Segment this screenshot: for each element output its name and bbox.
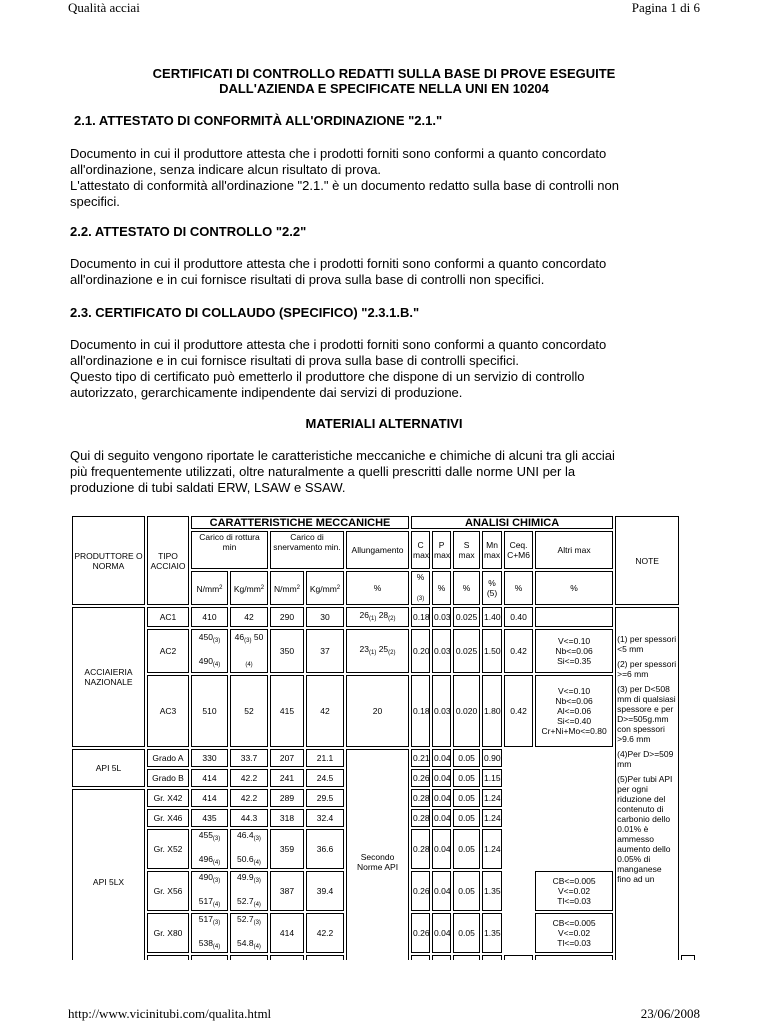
materials-table-container	[70, 514, 697, 960]
value-cell: 33.7	[230, 749, 268, 767]
value-cell: 1.35	[482, 913, 502, 953]
empty-cell	[504, 913, 533, 953]
empty-cell	[453, 955, 480, 960]
secondo-norme-api: Secondo Norme API	[346, 749, 409, 960]
type-cell: AC1	[147, 607, 189, 627]
unit-cell: %	[346, 571, 409, 605]
type-cell: Gr. X80	[147, 913, 189, 953]
value-cell: 44.3	[230, 809, 268, 827]
altri-cell: CB<=0.005 V<=0.02 Tl<=0.03	[535, 871, 613, 911]
empty-cell	[504, 955, 533, 960]
paragraph-2-2: Documento in cui il produttore attesta che i prodotti forniti sono conformi a quanto concordato all'ordinazione e in cui fornisce risultati di prova sulla base di controlli non specifici.	[70, 256, 607, 287]
type-cell: Gr. X42	[147, 789, 189, 807]
altri-cell: V<=0.10 Nb<=0.06 Si<=0.35	[535, 629, 613, 673]
value-cell: 410	[191, 607, 228, 627]
value-cell: 21.1	[306, 749, 344, 767]
value-cell: 0.05	[453, 809, 480, 827]
value-cell: 0.26	[411, 871, 430, 911]
empty-cell	[504, 871, 533, 911]
group-chem: ANALISI CHIMICA	[411, 516, 613, 529]
value-cell: 1.24	[482, 789, 502, 807]
value-cell: 1.24	[482, 809, 502, 827]
value-cell: 359	[270, 829, 304, 869]
col-snerv: Carico di snervamento min.	[270, 531, 344, 569]
type-cell: Gr. X52	[147, 829, 189, 869]
value-cell	[535, 607, 613, 627]
heading-2-3: 2.3. CERTIFICATO DI COLLAUDO (SPECIFICO) "2.3.1.B."	[70, 305, 420, 320]
unit-cell: $Kg/mm^2$	[306, 571, 344, 605]
value-cell: 414	[191, 789, 228, 807]
value-cell: 0.20	[411, 629, 430, 673]
col-c: C max	[411, 531, 430, 569]
value-cell: 414	[270, 913, 304, 953]
value-cell: 0.05	[453, 871, 480, 911]
value-cell: 0.04	[432, 749, 451, 767]
value-cell: $455_{(3)}$ $496_{(4)}$	[191, 829, 228, 869]
value-cell: 32.4	[306, 809, 344, 827]
col-producer: PRODUTTORE O NORMA	[72, 516, 145, 605]
unit-cell: %	[504, 571, 533, 605]
value-cell: 350	[270, 629, 304, 673]
empty-cell	[535, 769, 613, 787]
value-cell: 435	[191, 809, 228, 827]
value-cell: 0.03	[432, 675, 451, 747]
empty-cell	[147, 955, 189, 960]
value-cell: 0.04	[432, 871, 451, 911]
value-cell: 39.4	[306, 871, 344, 911]
value-cell: 42.2	[306, 913, 344, 953]
value-cell: 0.28	[411, 809, 430, 827]
unit-cell: $N/mm^2$	[191, 571, 228, 605]
unit-cell: $Kg/mm^2$	[230, 571, 268, 605]
table-header-row	[72, 516, 695, 529]
value-cell: 0.020	[453, 675, 480, 747]
value-cell: 0.42	[504, 629, 533, 673]
empty-cell	[270, 955, 304, 960]
unit-cell: %	[453, 571, 480, 605]
value-cell: 1.35	[482, 871, 502, 911]
value-cell: 415	[270, 675, 304, 747]
empty-cell	[411, 955, 430, 960]
heading-materiali: MATERIALI ALTERNATIVI	[305, 416, 463, 431]
value-cell: 0.21	[411, 749, 430, 767]
materials-table	[70, 514, 697, 960]
empty-cell	[504, 789, 533, 807]
empty-cell	[535, 955, 613, 960]
value-cell: 0.28	[411, 789, 430, 807]
value-cell: 0.04	[432, 829, 451, 869]
page-header	[68, 0, 700, 20]
empty-cell	[535, 789, 613, 807]
value-cell: 0.05	[453, 789, 480, 807]
unit-cell: %	[432, 571, 451, 605]
col-mn: Mn max	[482, 531, 502, 569]
value-cell: 37	[306, 629, 344, 673]
empty-cell	[504, 829, 533, 869]
value-cell: $26_{(1)}$ $28_{(2)}$	[346, 607, 409, 627]
value-cell: 1.24	[482, 829, 502, 869]
value-cell: 241	[270, 769, 304, 787]
value-cell: 318	[270, 809, 304, 827]
page-footer	[68, 1006, 700, 1024]
table-row	[72, 629, 695, 673]
empty-cell	[230, 955, 268, 960]
empty-cell	[306, 955, 344, 960]
value-cell: 0.05	[453, 749, 480, 767]
paragraph-2-1: Documento in cui il produttore attesta che i prodotti forniti sono conformi a quanto concordato all'ordinazione, senza indicare alcun risultato di prova. L'attestato di conformità all'ordinazione "2.1." è un documento redatto sulla base di controlli non specifici.	[70, 146, 619, 209]
value-cell: 42	[306, 675, 344, 747]
value-cell: 510	[191, 675, 228, 747]
value-cell: $46.4_{(3)}$ $50.6_{(4)}$	[230, 829, 268, 869]
value-cell: 290	[270, 607, 304, 627]
value-cell: 42.2	[230, 769, 268, 787]
value-cell: 0.03	[432, 607, 451, 627]
value-cell: $450_{(3)}$ $490_{(4)}$	[191, 629, 228, 673]
empty-cell	[432, 955, 451, 960]
col-type: TIPO ACCIAIO	[147, 516, 189, 605]
value-cell: 0.025	[453, 607, 480, 627]
value-cell: $46_{(3)}$ 50 $_{(4)}$	[230, 629, 268, 673]
value-cell: 0.26	[411, 769, 430, 787]
empty-cell	[482, 955, 502, 960]
value-cell: 1.40	[482, 607, 502, 627]
value-cell: 1.80	[482, 675, 502, 747]
heading-2-1: 2.1. ATTESTATO DI CONFORMITÀ ALL'ORDINAZIONE "2.1."	[74, 113, 443, 128]
value-cell: 0.42	[504, 675, 533, 747]
value-cell: 30	[306, 607, 344, 627]
unit-cell: % (5)	[482, 571, 502, 605]
producer-api5l: API 5L	[72, 749, 145, 787]
col-rottura: Carico di rottura min	[191, 531, 268, 569]
type-cell: AC2	[147, 629, 189, 673]
value-cell: 0.04	[432, 809, 451, 827]
value-cell: 414	[191, 769, 228, 787]
value-cell: 0.03	[432, 629, 451, 673]
value-cell: $52.7_{(3)}$ $54.8_{(4)}$	[230, 913, 268, 953]
value-cell: 1.15	[482, 769, 502, 787]
value-cell: 20	[346, 675, 409, 747]
heading-2-2: 2.2. ATTESTATO DI CONTROLLO "2.2"	[70, 224, 307, 239]
value-cell: $49.9_{(3)}$ $52.7_{(4)}$	[230, 871, 268, 911]
empty-cell	[535, 749, 613, 767]
type-cell: Gr. X56	[147, 871, 189, 911]
value-cell: 0.18	[411, 675, 430, 747]
col-ceq: Ceq. C+M6	[504, 531, 533, 569]
value-cell: 0.28	[411, 829, 430, 869]
type-cell: AC3	[147, 675, 189, 747]
footer-url[interactable]: http://www.vicinitubi.com/qualita.html	[68, 1006, 272, 1021]
empty-cell	[504, 769, 533, 787]
unit-cell: %	[535, 571, 613, 605]
group-mech: CARATTERISTICHE MECCANICHE	[191, 516, 409, 529]
col-p: P max	[432, 531, 451, 569]
value-cell: 0.18	[411, 607, 430, 627]
col-note: NOTE	[615, 516, 679, 605]
value-cell: 36.6	[306, 829, 344, 869]
altri-cell: V<=0.10 Nb<=0.06 Al<=0.06 Si<=0.40 Cr+Ni+Mo<=0.80	[535, 675, 613, 747]
value-cell: 1.50	[482, 629, 502, 673]
value-cell: 24.5	[306, 769, 344, 787]
value-cell: 387	[270, 871, 304, 911]
unit-cell: % (3)	[411, 571, 430, 605]
table-row	[72, 675, 695, 747]
page-number: Pagina 1 di 6	[631, 0, 700, 15]
value-cell: 0.05	[453, 829, 480, 869]
empty-cell	[535, 809, 613, 827]
value-cell: $23_{(1)}$ $25_{(2)}$	[346, 629, 409, 673]
col-allung: Allungamento	[346, 531, 409, 569]
value-cell: 52	[230, 675, 268, 747]
value-cell: 42.2	[230, 789, 268, 807]
table-row	[72, 749, 695, 767]
value-cell: 0.04	[432, 789, 451, 807]
header-title: Qualità acciai	[68, 0, 140, 15]
empty-cell	[191, 955, 228, 960]
value-cell: 0.40	[504, 607, 533, 627]
paragraph-materiali: Qui di seguito vengono riportate le caratteristiche meccaniche e chimiche di alcuni tra gli acciai più frequentemente utilizzati, oltre naturalmente a quelli prescritti dalle norme UNI per la produzione di tubi saldati ERW, LSAW e SSAW.	[70, 448, 615, 495]
value-cell: 42	[230, 607, 268, 627]
paragraph-2-3: Documento in cui il produttore attesta che i prodotti forniti sono conformi a quanto concordato all'ordinazione e in cui fornisce risultati di prova sulla base di controlli specifici. Questo tipo di certificato può emetterlo il produttore che dispone di un servizio di controllo autorizzato, gerarchicamente indipendente dai servizi di produzione.	[70, 337, 607, 400]
value-cell: 0.05	[453, 769, 480, 787]
value-cell: 0.025	[453, 629, 480, 673]
value-cell: 0.26	[411, 913, 430, 953]
value-cell: $490_{(3)}$ $517_{(4)}$	[191, 871, 228, 911]
value-cell: 0.05	[453, 913, 480, 953]
producer-api5lx: API 5LX	[72, 789, 145, 960]
table-row	[72, 607, 695, 627]
type-cell: Grado A	[147, 749, 189, 767]
value-cell: 0.04	[432, 913, 451, 953]
empty-cell	[504, 809, 533, 827]
value-cell: 0.90	[482, 749, 502, 767]
empty-cell	[535, 829, 613, 869]
footer-date: 23/06/2008	[640, 1006, 700, 1021]
value-cell: 29.5	[306, 789, 344, 807]
col-s: S max	[453, 531, 480, 569]
producer-acciaieria: ACCIAIERIA NAZIONALE	[72, 607, 145, 747]
type-cell: Grado B	[147, 769, 189, 787]
empty-cell	[681, 955, 695, 960]
empty-cell	[504, 749, 533, 767]
col-altri: Altri max	[535, 531, 613, 569]
notes-cell: (1) per spessori <5 mm (2) per spessori >=6 mm (3) per D<508 mm di qualsiasi spessore e per D>=505g.mm con spessori >9.6 mm (4)Per D>=509 mm (5)Per tubi API per ogni riduzione del contenuto di carbonio dello 0.01% è ammesso aumento dello 0.05% di manganese fino ad un	[615, 607, 679, 960]
type-cell: Gr. X46	[147, 809, 189, 827]
value-cell: 0.04	[432, 769, 451, 787]
value-cell: $517_{(3)}$ $538_{(4)}$	[191, 913, 228, 953]
value-cell: 289	[270, 789, 304, 807]
document-title: CERTIFICATI DI CONTROLLO REDATTI SULLA BASE DI PROVE ESEGUITE DALL'AZIENDA E SPECIFICATE NELLA UNI EN 10204	[152, 66, 616, 96]
value-cell: 330	[191, 749, 228, 767]
altri-cell: CB<=0.005 V<=0.02 Tl<=0.03	[535, 913, 613, 953]
value-cell: 207	[270, 749, 304, 767]
unit-cell: $N/mm^2$	[270, 571, 304, 605]
